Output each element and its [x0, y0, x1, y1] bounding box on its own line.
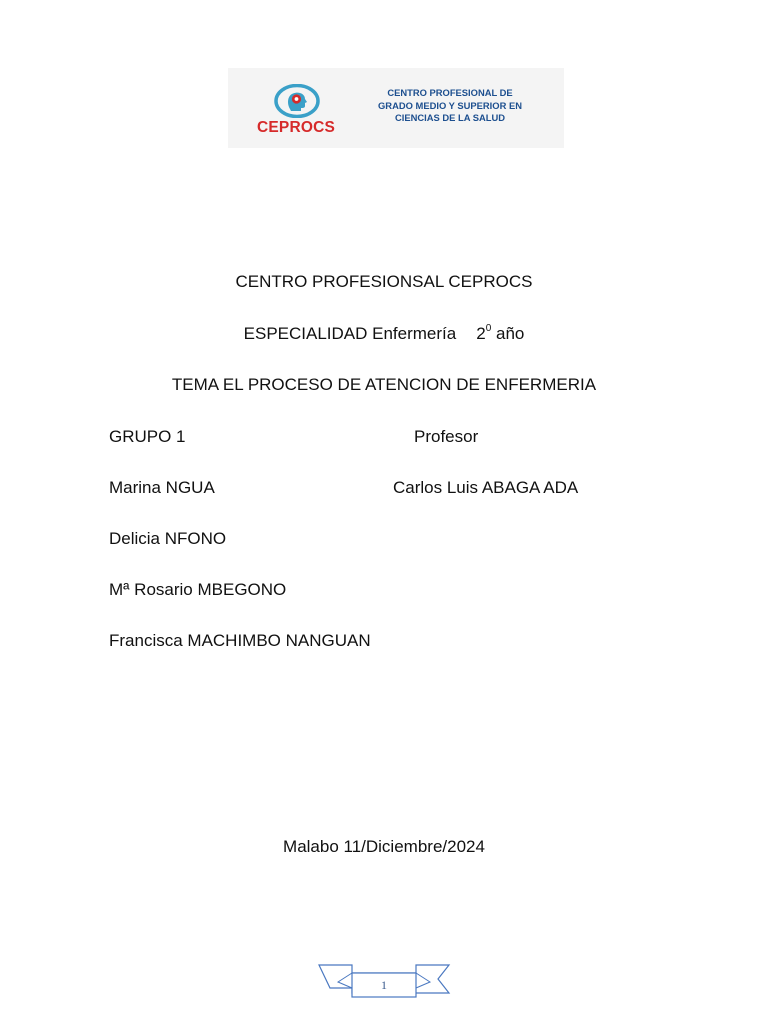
- group-label: GRUPO 1: [109, 427, 186, 446]
- year-superscript: 0: [485, 323, 492, 335]
- professor-name: Carlos Luis ABAGA ADA: [393, 478, 579, 497]
- institution-logo: [228, 68, 564, 148]
- logo-tagline-line: GRADO MEDIO Y SUPERIOR EN: [378, 99, 522, 111]
- logo-tagline-line: CIENCIAS DE LA SALUD: [394, 112, 506, 123]
- topic-line: TEMA EL PROCESO DE ATENCION DE ENFERMERIA: [171, 375, 597, 394]
- date-line: Malabo 11/Diciembre/2024: [283, 837, 485, 856]
- group-member: Francisca MACHIMBO NANGUAN: [109, 631, 371, 650]
- logo-tagline-line: CENTRO PROFESIONAL DE: [387, 87, 513, 98]
- group-member: Delicia NFONO: [109, 529, 227, 548]
- year-number: 2: [476, 324, 486, 343]
- page-number: 1: [381, 978, 387, 992]
- year-word: año: [495, 324, 525, 343]
- professor-label: Profesor: [414, 427, 479, 446]
- document-title: CENTRO PROFESIONSAL CEPROCS: [235, 272, 533, 291]
- logo-tagline: [354, 87, 546, 125]
- specialty-label: ESPECIALIDAD Enfermería: [243, 324, 457, 343]
- logo-wordmark: CEPROCS: [256, 119, 336, 136]
- specialty-line: [0, 324, 768, 344]
- group-member: Mª Rosario MBEGONO: [109, 580, 287, 599]
- head-emblem-icon: [272, 84, 322, 118]
- group-member: Marina NGUA: [109, 478, 215, 497]
